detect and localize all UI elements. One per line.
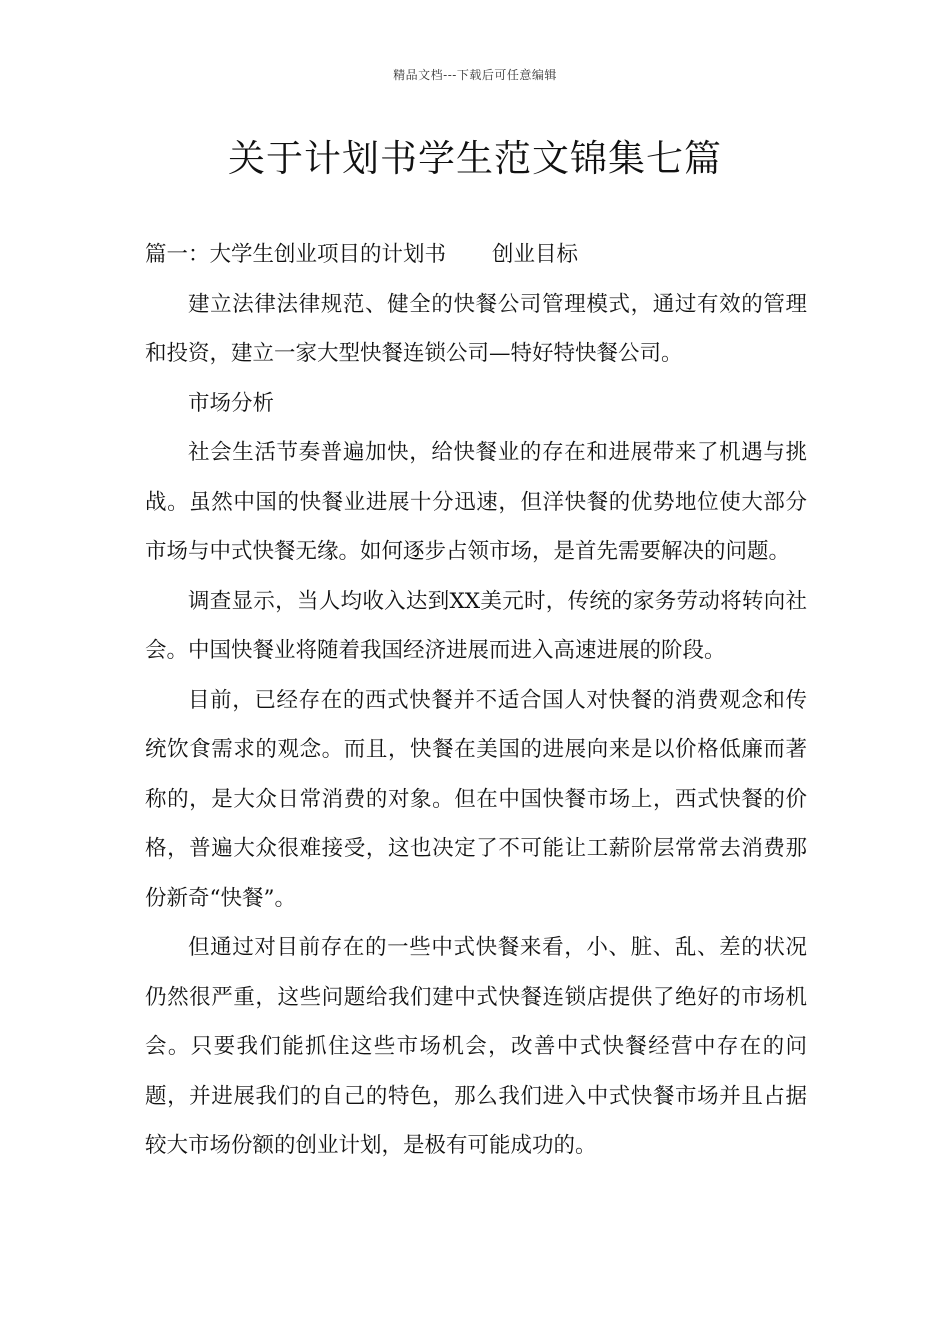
- paragraph-goal: 建立法律法律规范、健全的快餐公司管理模式，通过有效的管理和投资，建立一家大型快餐连锁公司—特好特快餐公司。: [145, 291, 807, 366]
- document-title: 关于计划书学生范文锦集七篇: [228, 137, 722, 180]
- section-heading: [145, 230, 807, 280]
- paragraph-social-pace: 社会生活节奏普遍加快，给快餐业的存在和进展带来了机遇与挑战。虽然中国的快餐业进展十分迅速，但洋快餐的优势地位使大部分市场与中式快餐无缘。如何逐步占领市场，是首先需要解决的问题。: [145, 440, 807, 564]
- document-body: [145, 230, 807, 1171]
- subheading-market-analysis: 市场分析: [188, 390, 275, 416]
- paragraph-survey: 调查显示，当人均收入达到XX美元时，传统的家务劳动将转向社会。中国快餐业将随着我国经济进展而进入高速进展的阶段。: [145, 588, 807, 663]
- paragraph-western-fastfood: 目前，已经存在的西式快餐并不适合国人对快餐的消费观念和传统饮食需求的观念。而且，快餐在美国的进展向来是以价格低廉而著称的，是大众日常消费的对象。但在中国快餐市场上，西式快餐的价格，普遍大众很难接受，这也决定了不可能让工薪阶层常常去消费那份新奇“快餐”。: [145, 687, 807, 911]
- section-heading-subtitle: 创业目标: [492, 242, 579, 267]
- paragraph-chinese-fastfood: 但通过对目前存在的一些中式快餐来看，小、脏、乱、差的状况仍然很严重，这些问题给我们建中式快餐连锁店提供了绝好的市场机会。只要我们能抓住这些市场机会，改善中式快餐经营中存在的问题，并进展我们的自己的特色，那么我们进入中式快餐市场并且占据较大市场份额的创业计划，是极有可能成功的。: [145, 935, 807, 1158]
- section-heading-title: 篇一：大学生创业项目的计划书: [145, 242, 447, 267]
- page-header-note: 精品文档---下载后可任意编辑: [393, 68, 557, 82]
